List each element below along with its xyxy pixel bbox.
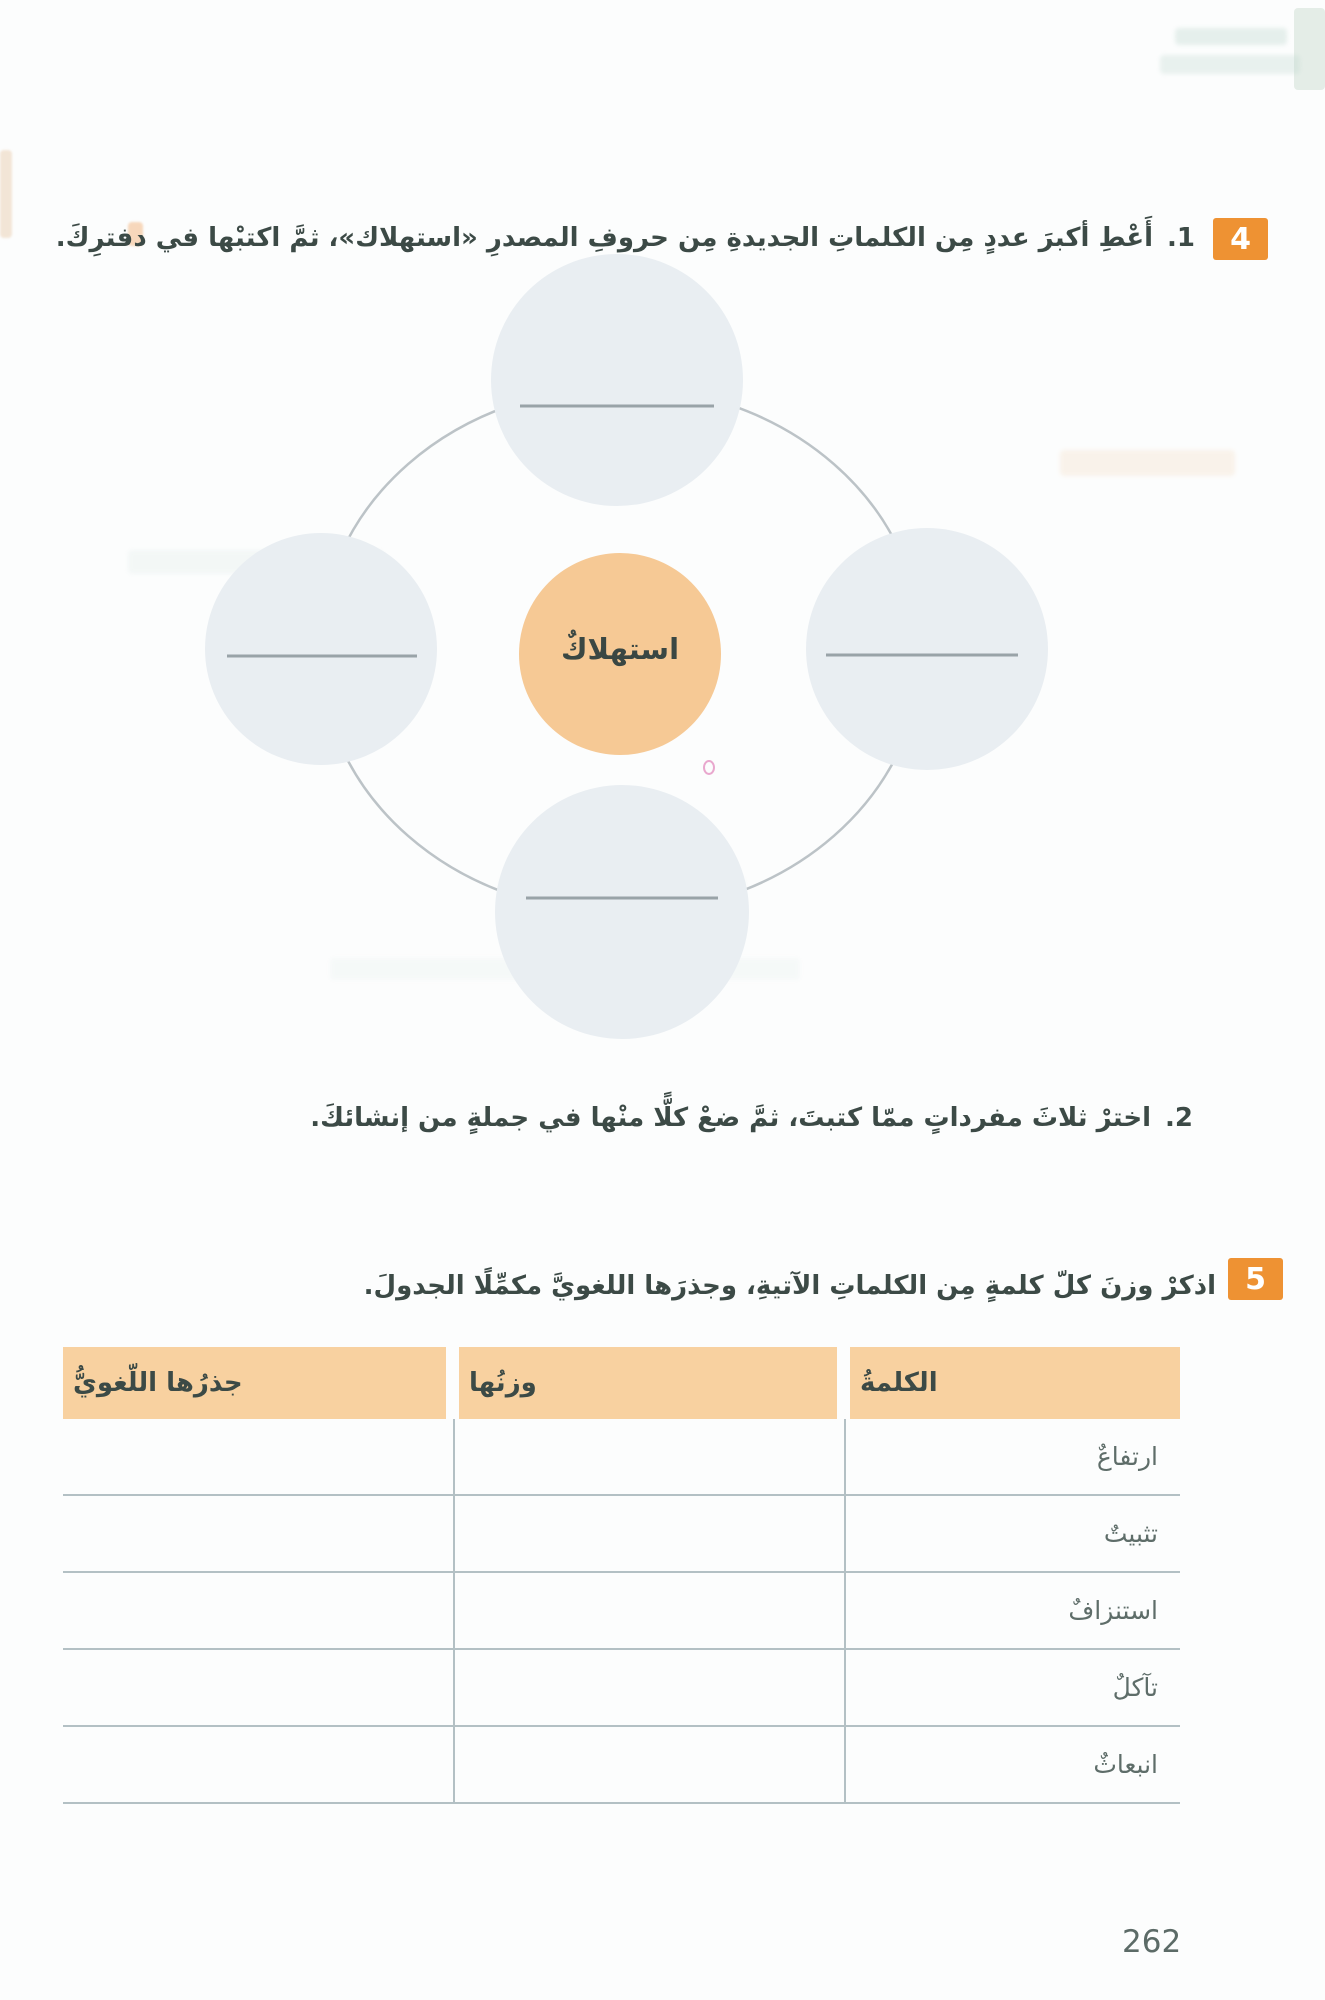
item-text: اخترْ ثلاثَ مفرداتٍ ممّا كتبتَ، ثمَّ ضعْ كلًّا منْها في جملةٍ من إنشائكَ.	[310, 1103, 1152, 1133]
table-header-row	[63, 1347, 1180, 1419]
row-word: انبعاثٌ	[1093, 1750, 1158, 1779]
item-number: 1.	[1167, 223, 1195, 253]
item-text: أَعْطِ أكبرَ عددٍ مِن الكلماتِ الجديدةِ مِن حروفِ المصدرِ «استهلاك»، ثمَّ اكتبْها في دفترِكَ.	[55, 223, 1154, 253]
header-word: الكلمةُ	[850, 1347, 1180, 1419]
row-word: تآكلٌ	[1112, 1673, 1158, 1702]
header-root: جذرُها اللّغويُّ	[63, 1347, 446, 1419]
column-divider	[453, 1419, 455, 1804]
page-number: 262	[1122, 1924, 1182, 1960]
item-number: 2.	[1165, 1103, 1193, 1133]
row-word: تثبيتٌ	[1103, 1519, 1158, 1548]
table-row	[63, 1419, 1180, 1496]
table-row	[63, 1573, 1180, 1650]
exercise-4-badge: 4	[1213, 218, 1268, 260]
header-wazn: وزنُها	[459, 1347, 837, 1419]
column-divider	[844, 1419, 846, 1804]
table-row	[63, 1650, 1180, 1727]
table-row	[63, 1496, 1180, 1573]
blank-circle-right	[806, 528, 1048, 770]
exercise-5-badge: 5	[1228, 1258, 1283, 1300]
blank-circle-left	[205, 533, 437, 765]
row-word: ارتفاعٌ	[1096, 1442, 1158, 1471]
exercise-4-item-2	[310, 1096, 1193, 1140]
center-circle-label: استهلاكٌ	[560, 632, 680, 666]
blank-circle-bottom	[495, 785, 749, 1039]
table-body	[63, 1419, 1180, 1804]
exercise-5-text: اذكرْ وزنَ كلّ كلمةٍ مِن الكلماتِ الآتيةِ، وجذرَها اللغويَّ مكمِّلًا الجدولَ.	[363, 1271, 1216, 1301]
word-wazn-root-table	[63, 1347, 1180, 1804]
blank-circle-top	[491, 254, 743, 506]
row-word: استنزافٌ	[1068, 1596, 1158, 1625]
table-row	[63, 1727, 1180, 1804]
